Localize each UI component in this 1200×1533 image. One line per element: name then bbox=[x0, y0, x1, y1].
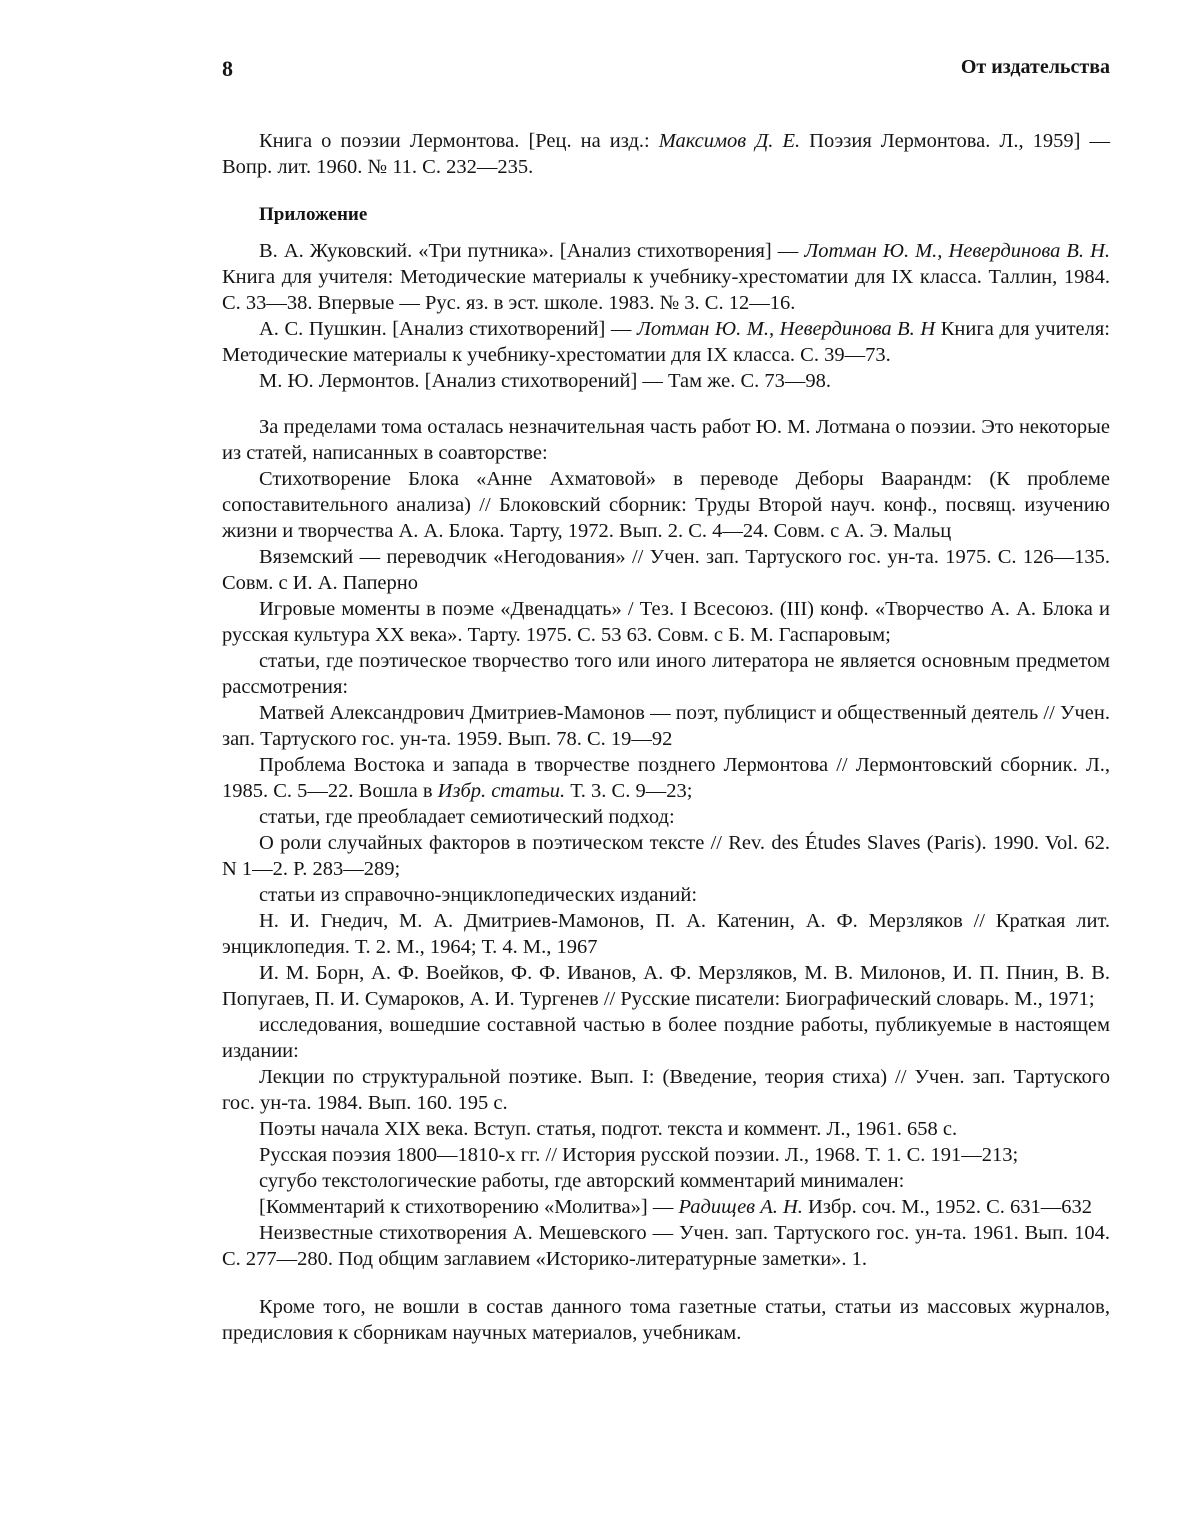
text-run: статьи, где преобладает семиотический подход: bbox=[259, 806, 675, 828]
appendix-list bbox=[222, 238, 1110, 394]
italic-run: Избр. статьи. bbox=[437, 780, 566, 802]
text-run: А. С. Пушкин. [Анализ стихотворений] — bbox=[259, 318, 637, 340]
text-run: М. Ю. Лермонтов. [Анализ стихотворений] — Там же. С. 73—98. bbox=[259, 370, 832, 392]
bibliography-entry bbox=[222, 908, 1110, 960]
bibliography-entry bbox=[222, 752, 1110, 804]
bibliography-entry bbox=[222, 882, 1110, 908]
appendix-item bbox=[222, 238, 1110, 316]
body-list bbox=[222, 414, 1110, 1272]
bibliography-entry bbox=[222, 1142, 1110, 1168]
italic-run: Лотман Ю. М., Невердинова В. Н bbox=[636, 318, 936, 340]
bibliography-entry bbox=[222, 1064, 1110, 1116]
italic-run: Радищев А. Н. bbox=[678, 1196, 803, 1218]
intro-paragraph bbox=[222, 128, 1110, 180]
text-run: Русская поэзия 1800—1810-х гг. // История русской поэзии. Л., 1968. Т. 1. С. 191—213; bbox=[259, 1144, 1019, 1166]
page-number: 8 bbox=[222, 56, 233, 81]
text-run: Стихотворение Блока «Анне Ахматовой» в переводе Деборы Ваарандм: (К проблеме сопоставительного анализа) // Блоковский сборник: Труды Второй науч. конф., посвящ. изучению жизни и творчества А. А. Блока. Тарту, 1972. Вып. 2. С. 4—24. Совм. с А. Э. Мальц bbox=[222, 468, 1110, 542]
text-run: статьи, где поэтическое творчество того или иного литератора не является основным предметом рассмотрения: bbox=[222, 650, 1110, 698]
text-run: В. А. Жуковский. «Три путника». [Анализ стихотворения] — bbox=[259, 240, 805, 262]
text-run: Книга для учителя: Методические материалы к учебнику-хрестоматии для IX класса. С. 39—73. bbox=[222, 318, 1111, 366]
text-run: О роли случайных факторов в поэтическом тексте // Rev. des Études Slaves (Paris). 1990. Vol. 62. N 1—2. P. 283—289; bbox=[222, 832, 1110, 880]
text-block bbox=[222, 128, 1110, 1346]
text-run: Избр. соч. М., 1952. С. 631—632 bbox=[802, 1196, 1093, 1218]
bibliography-entry bbox=[222, 466, 1110, 544]
text-run: Книга для учителя: Методические материалы к учебнику-хрестоматии для IX класса. Таллин, 1984. С. 33—38. Впервые — Рус. яз. в эст. школе. 1983. № 3. С. 12—16. bbox=[222, 266, 1110, 314]
text-run: исследования, вошедшие составной частью в более поздние работы, публикуемые в настоящем издании: bbox=[222, 1014, 1110, 1062]
running-head: От издательства bbox=[960, 56, 1110, 78]
bibliography-entry bbox=[222, 1194, 1110, 1220]
text-run: Проблема Востока и запада в творчестве позднего Лермонтова // Лермонтовский сборник. Л., 1985. С. 5—22. Вошла в bbox=[222, 754, 1110, 802]
text-run: Кроме того, не вошли в состав данного тома газетные статьи, статьи из массовых журналов, предисловия к сборникам научных материалов, учебникам. bbox=[222, 1296, 1110, 1344]
text-run: За пределами тома осталась незначительная часть работ Ю. М. Лотмана о поэзии. Это некоторые из статей, написанных в соавторстве: bbox=[222, 416, 1110, 464]
bibliography-entry bbox=[222, 648, 1110, 700]
text-run: Матвей Александрович Дмитриев-Мамонов — поэт, публицист и общественный деятель // Учен. зап. Тартуского гос. ун-та. 1959. Вып. 78. С. 19—92 bbox=[222, 702, 1110, 750]
text-run: Н. И. Гнедич, М. А. Дмитриев-Мамонов, П. А. Катенин, А. Ф. Мерзляков // Краткая лит. энциклопедия. Т. 2. М., 1964; Т. 4. М., 1967 bbox=[222, 910, 1110, 958]
appendix-item bbox=[222, 368, 1110, 394]
text-run: Поэты начала XIX века. Вступ. статья, подгот. текста и коммент. Л., 1961. 658 с. bbox=[259, 1118, 958, 1140]
bibliography-entry bbox=[222, 1116, 1110, 1142]
bibliography-entry bbox=[222, 544, 1110, 596]
italic-run: Лотман Ю. М., Невердинова В. Н. bbox=[804, 240, 1110, 262]
text-run: Книга о поэзии Лермонтова. [Рец. на изд.: bbox=[259, 130, 659, 152]
text-run: сугубо текстологические работы, где авторский комментарий минимален: bbox=[259, 1170, 905, 1192]
bibliography-entry bbox=[222, 1012, 1110, 1064]
bibliography-entry bbox=[222, 596, 1110, 648]
bibliography-entry bbox=[222, 960, 1110, 1012]
bibliography-entry bbox=[222, 804, 1110, 830]
text-run: статьи из справочно-энциклопедических изданий: bbox=[259, 884, 698, 906]
italic-run: Максимов Д. Е. bbox=[658, 130, 801, 152]
bibliography-entry bbox=[222, 700, 1110, 752]
closing-paragraph bbox=[222, 1294, 1110, 1346]
text-run: И. М. Борн, А. Ф. Воейков, Ф. Ф. Иванов, А. Ф. Мерзляков, М. В. Милонов, И. П. Пнин, В. В. Попугаев, П. И. Сумароков, А. И. Тургенев // Русские писатели: Биографический словарь. М., 1971; bbox=[222, 962, 1110, 1010]
appendix-item bbox=[222, 316, 1110, 368]
text-run: [Комментарий к стихотворению «Молитва»] — bbox=[259, 1196, 679, 1218]
bibliography-entry bbox=[222, 830, 1110, 882]
appendix-heading: Приложение bbox=[259, 204, 368, 225]
text-run: Поэзия Лермонтова. Л., 1959] — Вопр. лит. 1960. № 11. С. 232—235. bbox=[222, 130, 1110, 178]
bibliography-entry bbox=[222, 414, 1110, 466]
bibliography-entry bbox=[222, 1220, 1110, 1272]
text-run: Игровые моменты в поэме «Двенадцать» / Тез. I Всесоюз. (III) конф. «Творчество А. А. Блока и русская культура XX века». Тарту. 1975. С. 53 63. Совм. с Б. М. Гаспаровым; bbox=[222, 598, 1110, 646]
bibliography-entry bbox=[222, 1168, 1110, 1194]
text-run: Вяземский — переводчик «Негодования» // Учен. зап. Тартуского гос. ун-та. 1975. С. 126—135. Совм. с И. А. Паперно bbox=[222, 546, 1110, 594]
text-run: Неизвестные стихотворения А. Мешевского — Учен. зап. Тартуского гос. ун-та. 1961. Вып. 104. С. 277—280. Под общим заглавием «Историко-литературные заметки». 1. bbox=[222, 1222, 1110, 1270]
text-run: Т. 3. С. 9—23; bbox=[565, 780, 693, 802]
text-run: Лекции по структуральной поэтике. Вып. I: (Введение, теория стиха) // Учен. зап. Тартуского гос. ун-та. 1984. Вып. 160. 195 с. bbox=[222, 1066, 1110, 1114]
